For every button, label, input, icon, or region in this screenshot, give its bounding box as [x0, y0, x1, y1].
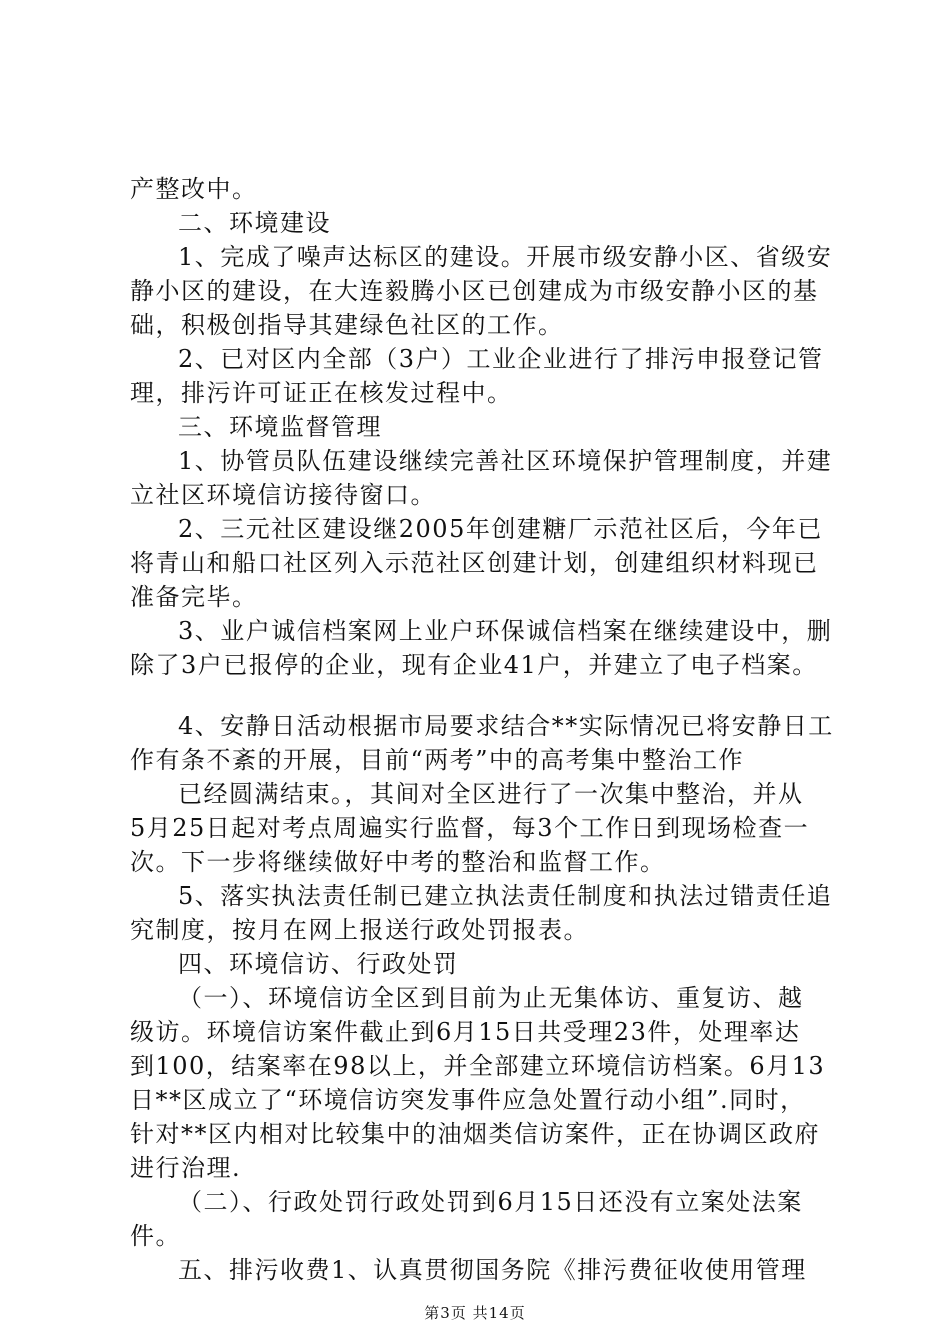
body-line: 理，排污许可证正在核发过程中。 [130, 379, 513, 407]
body-line: 日**区成立了“环境信访突发事件应急处置行动小组”.同时， [130, 1086, 806, 1114]
body-line: 产整改中。 [130, 175, 258, 203]
body-line: 1、协管员队伍建设继续完善社区环境保护管理制度，并建 [178, 447, 833, 475]
body-line: 除了3户已报停的企业，现有企业41户，并建立了电子档案。 [130, 651, 818, 679]
page-footer: 第3页 共14页 [424, 1304, 526, 1322]
body-line: 础，积极创指导其建绿色社区的工作。 [130, 311, 564, 339]
body-line: 作有条不紊的开展，目前“两考”中的高考集中整治工作 [130, 746, 745, 774]
body-line: 5、落实执法责任制已建立执法责任制度和执法过错责任追 [178, 882, 833, 910]
body-line: （二）、行政处罚行政处罚到6月15日还没有立案处法案 [178, 1188, 803, 1216]
body-line: 到100，结案率在98以上，并全部建立环境信访档案。6月13 [130, 1052, 826, 1080]
section-heading: 五、排污收费1、认真贯彻国务院《排污费征收使用管理 [178, 1256, 807, 1284]
body-line: （一）、环境信访全区到目前为止无集体访、重复访、越 [178, 984, 804, 1012]
body-line: 4、安静日活动根据市局要求结合**实际情况已将安静日工 [178, 712, 834, 740]
body-line: 5月25日起对考点周遍实行监督，每3个工作日到现场检查一 [130, 814, 810, 842]
section-heading: 四、环境信访、行政处罚 [178, 950, 459, 978]
body-line: 将青山和船口社区列入示范社区创建计划，创建组织材料现已 [130, 549, 819, 577]
body-line: 准备完毕。 [130, 583, 258, 611]
body-line: 针对**区内相对比较集中的油烟类信访案件，正在协调区政府 [130, 1120, 820, 1148]
body-line: 2、已对区内全部（3户）工业企业进行了排污申报登记管 [178, 345, 824, 373]
body-line: 级访。环境信访案件截止到6月15日共受理23件，处理率达 [130, 1018, 801, 1046]
body-line: 次。下一步将继续做好中考的整治和监督工作。 [130, 848, 666, 876]
body-line: 3、业户诚信档案网上业户环保诚信档案在继续建设中，删 [178, 617, 833, 645]
body-line: 究制度，按月在网上报送行政处罚报表。 [130, 916, 589, 944]
body-line: 进行治理. [130, 1154, 242, 1182]
section-heading: 二、环境建设 [178, 209, 331, 237]
section-heading: 三、环境监督管理 [178, 413, 382, 441]
body-line: 已经圆满结束。，其间对全区进行了一次集中整治，并从 [178, 780, 804, 808]
body-line: 1、完成了噪声达标区的建设。开展市级安静小区、省级安 [178, 243, 833, 271]
body-line: 2、三元社区建设继2005年创建糖厂示范社区后，今年已 [178, 515, 823, 543]
body-line: 立社区环境信访接待窗口。 [130, 481, 436, 509]
body-line: 件。 [130, 1222, 181, 1250]
body-line: 静小区的建设，在大连毅腾小区已创建成为市级安静小区的基 [130, 277, 819, 305]
